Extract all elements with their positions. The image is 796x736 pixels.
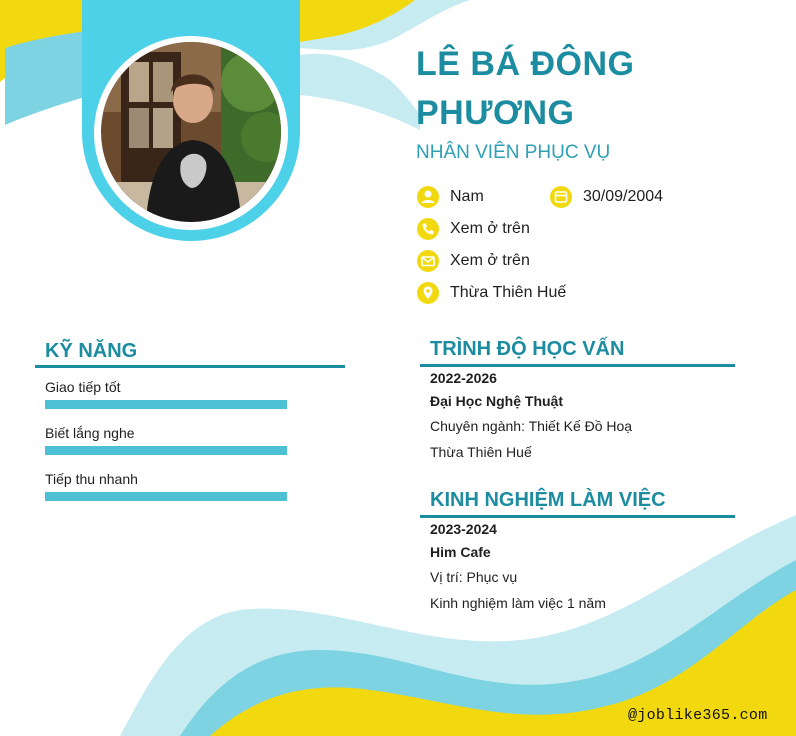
experience-description: Kinh nghiệm làm việc 1 năm [430,595,606,611]
address-value: Thừa Thiên Huế [450,284,567,301]
skill-bar-fill [45,400,287,409]
experience-period: 2023-2024 [430,521,497,537]
skills-title: KỸ NĂNG [45,340,138,362]
candidate-name: LÊ BÁ ĐÔNG PHƯƠNG [416,45,635,132]
watermark: @joblike365.com [628,707,768,724]
education-title: TRÌNH ĐỘ HỌC VẤN [430,338,625,360]
email-item [416,249,530,273]
skill-bar-fill [45,492,287,501]
education-divider [420,364,735,367]
experience-position: Vị trí: Phục vụ [430,569,518,585]
birthdate-item [549,185,663,209]
profile-photo [101,42,281,222]
experience-title: KINH NGHIỆM LÀM VIỆC [430,489,666,511]
skill-label: Biết lắng nghe [45,425,135,441]
experience-divider [420,515,735,518]
skill-bar [45,492,287,501]
email-value: Xem ở trên [450,252,530,269]
education-period: 2022-2026 [430,370,497,386]
phone-item [416,217,530,241]
mail-icon [416,249,440,273]
skill-bar [45,446,287,455]
education-major: Chuyên ngành: Thiết Kế Đồ Hoạ [430,418,633,434]
gender-value: Nam [450,188,484,205]
skill-bar [45,400,287,409]
gender-item [416,185,484,209]
calendar-icon [549,185,573,209]
phone-value: Xem ở trên [450,220,530,237]
education-school: Đại Học Nghệ Thuật [430,393,564,409]
skills-divider [35,365,345,368]
location-pin-icon [416,281,440,305]
skill-label: Giao tiếp tốt [45,379,121,395]
skill-bar-fill [45,446,287,455]
skill-label: Tiếp thu nhanh [45,471,138,487]
address-item [416,281,566,305]
birthdate-value: 30/09/2004 [583,188,664,205]
job-title: NHÂN VIÊN PHỤC VỤ [416,142,611,163]
education-location: Thừa Thiên Huế [430,444,532,460]
experience-company: Him Cafe [430,544,491,560]
person-icon [416,185,440,209]
phone-icon [416,217,440,241]
